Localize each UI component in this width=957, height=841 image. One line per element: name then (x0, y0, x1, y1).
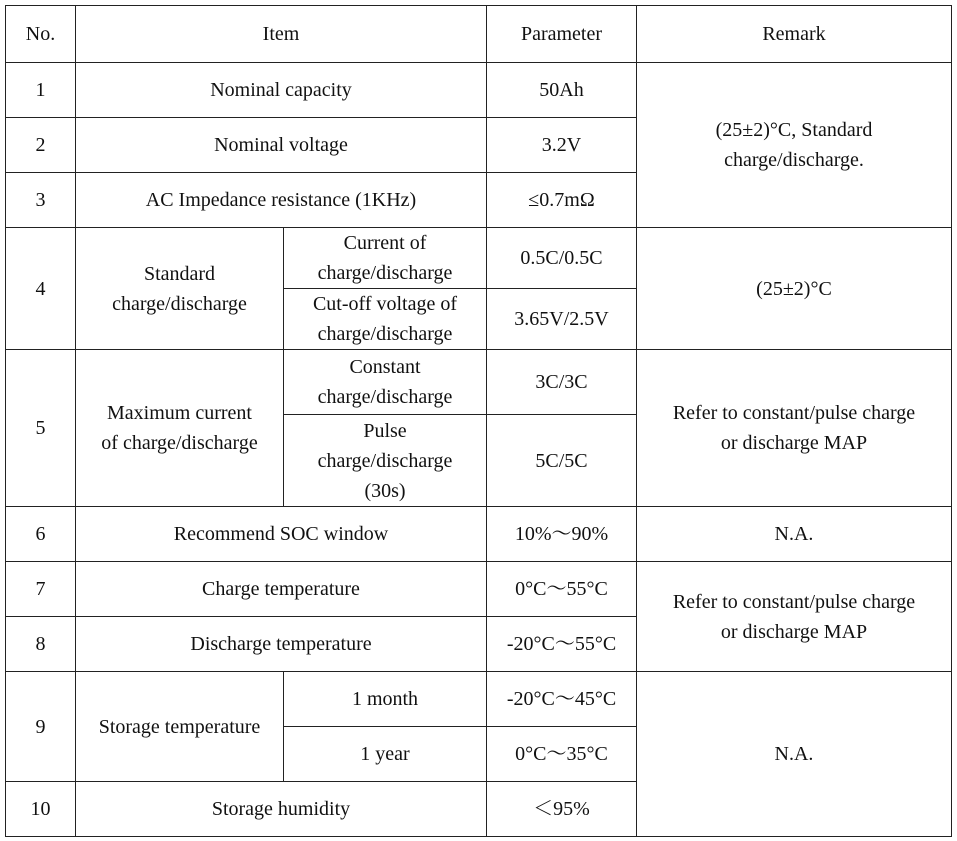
table-row (6, 507, 952, 562)
row-number: 6 (6, 507, 76, 562)
header-remark: Remark (637, 6, 952, 63)
row-number: 5 (6, 350, 76, 507)
parameter-cell: 10%～90% (487, 507, 637, 562)
item-line: Maximum current (107, 402, 252, 424)
parameter-cell: 3C/3C (487, 350, 637, 415)
parameter-cell: ＜95% (487, 782, 637, 837)
remark-cell: N.A. (637, 672, 952, 837)
sub-item-line: charge/discharge (317, 262, 453, 284)
item-cell: Storage temperature (76, 672, 284, 782)
sub-item-line: Cut-off voltage of (312, 293, 458, 315)
sub-item-cell (284, 228, 487, 289)
table-row (6, 228, 952, 289)
row-number: 4 (6, 228, 76, 350)
sub-item-line: Current of (343, 232, 427, 254)
remark-cell (637, 562, 952, 672)
remark-line: charge/discharge. (724, 149, 864, 171)
parameter-cell: 3.65V/2.5V (487, 289, 637, 350)
table-row (6, 63, 952, 118)
item-cell: Recommend SOC window (76, 507, 487, 562)
parameter-cell: 5C/5C (487, 415, 637, 507)
remark-cell (637, 350, 952, 507)
parameter-cell: 3.2V (487, 118, 637, 173)
remark-cell (637, 63, 952, 228)
parameter-cell: -20°C～45°C (487, 672, 637, 727)
item-cell (76, 350, 284, 507)
row-number: 9 (6, 672, 76, 782)
header-item: Item (76, 6, 487, 63)
item-line: charge/discharge (112, 292, 247, 315)
parameter-cell: 0°C～55°C (487, 562, 637, 617)
sub-item-cell (284, 289, 487, 350)
remark-cell: N.A. (637, 507, 952, 562)
table-row (6, 350, 952, 415)
item-cell: Discharge temperature (76, 617, 487, 672)
remark-cell: (25±2)°C (637, 228, 952, 350)
sub-item-line: Constant (349, 356, 421, 378)
item-cell: Storage humidity (76, 782, 487, 837)
parameter-cell: ≤0.7mΩ (487, 173, 637, 228)
row-number: 8 (6, 617, 76, 672)
table-row (6, 672, 952, 727)
table-row (6, 562, 952, 617)
row-number: 10 (6, 782, 76, 837)
header-parameter: Parameter (487, 6, 637, 63)
row-number: 1 (6, 63, 76, 118)
sub-item-cell: 1 year (284, 727, 487, 782)
parameter-cell: 0.5C/0.5C (487, 228, 637, 289)
sub-item-line: (30s) (364, 479, 406, 502)
remark-line: Refer to constant/pulse charge (672, 402, 916, 424)
sub-item-cell (284, 350, 487, 415)
item-cell: AC Impedance resistance (1KHz) (76, 173, 487, 228)
remark-line: Refer to constant/pulse charge (672, 590, 916, 613)
item-line: of charge/discharge (101, 432, 258, 454)
header-row (6, 6, 952, 63)
item-cell (76, 228, 284, 350)
remark-line: (25±2)°C, Standard (715, 119, 873, 141)
remark-line: or discharge MAP (720, 620, 868, 643)
parameter-cell: 0°C～35°C (487, 727, 637, 782)
specification-table (5, 5, 952, 837)
item-line: Standard (143, 262, 216, 285)
parameter-cell: -20°C～55°C (487, 617, 637, 672)
sub-item-line: charge/discharge (317, 386, 453, 408)
item-cell: Nominal voltage (76, 118, 487, 173)
sub-item-line: Pulse (363, 419, 407, 442)
header-no: No. (6, 6, 76, 63)
row-number: 2 (6, 118, 76, 173)
item-cell: Nominal capacity (76, 63, 487, 118)
parameter-cell: 50Ah (487, 63, 637, 118)
sub-item-cell (284, 415, 487, 507)
row-number: 3 (6, 173, 76, 228)
row-number: 7 (6, 562, 76, 617)
sub-item-line: charge/discharge (317, 323, 453, 345)
remark-line: or discharge MAP (720, 432, 868, 454)
item-cell: Charge temperature (76, 562, 487, 617)
sub-item-cell: 1 month (284, 672, 487, 727)
sub-item-line: charge/discharge (317, 449, 453, 472)
